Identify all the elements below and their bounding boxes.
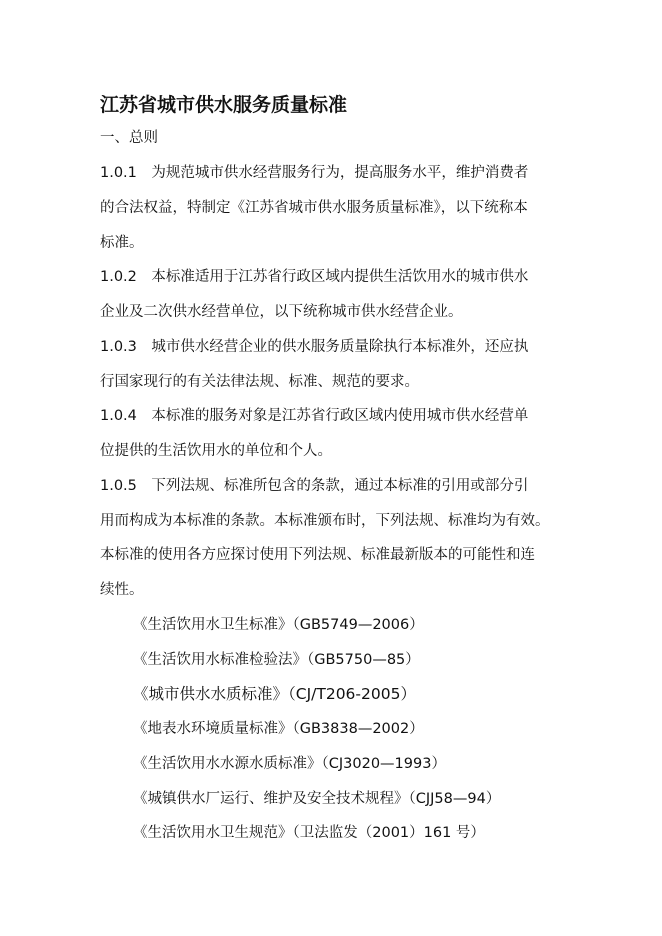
text-line: 企业及二次供水经营单位，以下统称城市供水经营企业。 (100, 304, 463, 320)
text-line: 1.0.2 本标准适用于江苏省行政区域内提供生活饮用水的城市供水 (100, 269, 529, 285)
section-heading: 一、总则 (100, 130, 158, 146)
text-line: 标准。 (100, 235, 144, 251)
reference-item: 《生活饮用水卫生标准》（GB5749—2006） (133, 617, 424, 633)
reference-item: 《生活饮用水标准检验法》（GB5750—85） (133, 652, 420, 668)
text-line: 1.0.1 为规范城市供水经营服务行为，提高服务水平，维护消费者 (100, 165, 529, 181)
text-line: 1.0.4 本标准的服务对象是江苏省行政区域内使用城市供水经营单 (100, 408, 529, 424)
text-line: 续性。 (100, 582, 144, 598)
document-title: 江苏省城市供水服务质量标准 (100, 94, 348, 116)
reference-item: 《城市供水水质标准》（CJ/T206-2005） (133, 685, 416, 703)
text-line: 1.0.5 下列法规、标准所包含的条款，通过本标准的引用或部分引 (100, 478, 529, 494)
text-line: 本标准的使用各方应探讨使用下列法规、标准最新版本的可能性和连 (100, 547, 535, 563)
text-line: 位提供的生活饮用水的单位和个人。 (100, 443, 332, 459)
text-line: 行国家现行的有关法律法规、标准、规范的要求。 (100, 374, 419, 390)
reference-item: 《地表水环境质量标准》（GB3838—2002） (133, 721, 424, 737)
reference-item: 《生活饮用水水源水质标准》（CJ3020—1993） (133, 756, 446, 772)
text-line: 1.0.3 城市供水经营企业的供水服务质量除执行本标准外，还应执 (100, 339, 529, 355)
text-line: 用而构成为本标准的条款。本标准颁布时，下列法规、标准均为有效。 (100, 513, 550, 529)
reference-item: 《生活饮用水卫生规范》（卫法监发（2001）161 号） (133, 825, 485, 841)
text-line: 的合法权益，特制定《江苏省城市供水服务质量标准》，以下统称本 (100, 200, 528, 216)
reference-item: 《城镇供水厂运行、维护及安全技术规程》（CJJ58—94） (133, 791, 501, 807)
